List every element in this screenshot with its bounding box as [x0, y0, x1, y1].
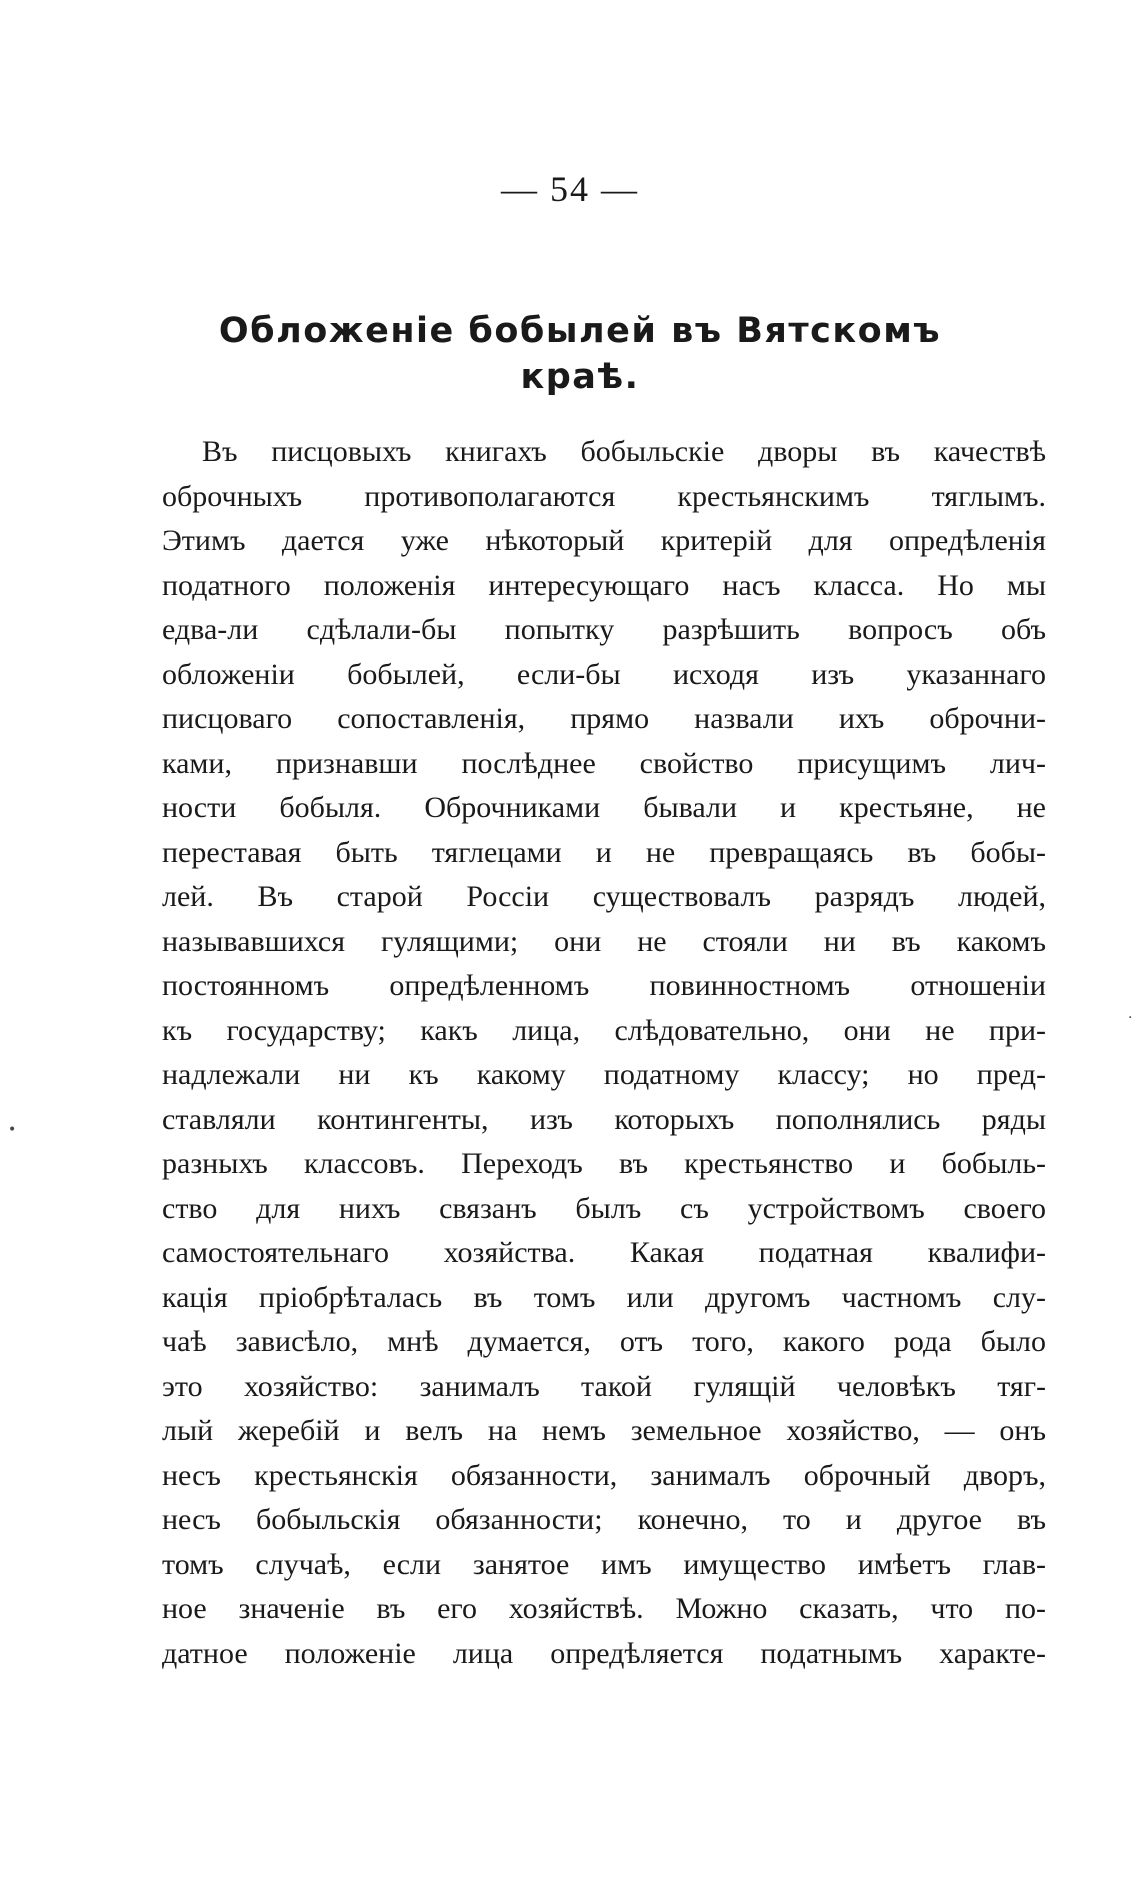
body-paragraph: [162, 430, 1046, 1676]
text-line: податного положенія интересующаго насъ класса. Но мы: [162, 568, 1046, 602]
text-line: разныхъ классовъ. Переходъ въ крестьянство и бобыль-: [162, 1147, 1046, 1180]
text-line: лей. Въ старой Россіи существовалъ разрядъ людей,: [162, 880, 1046, 913]
heading-line: Обложеніе бобылей въ Вятскомъ: [218, 311, 942, 351]
text-line: томъ случаѣ, если занятое имъ имущество имѣетъ глав-: [162, 1547, 1046, 1581]
scan-speck-mark: ·: [1128, 1010, 1133, 1026]
page-number: — 54 —: [501, 169, 639, 209]
text-line: къ государству; какъ лица, слѣдовательно, они не при-: [162, 1013, 1046, 1047]
text-line: ками, признавши послѣднее свойство присущимъ лич-: [162, 746, 1046, 780]
text-line: лый жеребій и велъ на немъ земельное хозяйство, — онъ: [162, 1414, 1046, 1447]
text-line: надлежали ни къ какому податному классу; но пред-: [162, 1058, 1046, 1091]
text-line: едва-ли сдѣлали-бы попытку разрѣшить вопросъ объ: [162, 613, 1046, 646]
chapter-heading: [160, 308, 1000, 400]
scan-speck-mark: •: [8, 1122, 17, 1138]
text-line: датное положеніе лица опредѣляется податнымъ характе-: [162, 1636, 1046, 1670]
text-line: оброчныхъ противополагаются крестьянскимъ тяглымъ.: [162, 479, 1046, 513]
text-line: постоянномъ опредѣленномъ повинностномъ отношеніи: [162, 969, 1046, 1002]
text-line: переставая быть тяглецами и не превращаясь въ бобы-: [162, 835, 1046, 869]
text-line: несъ бобыльскія обязанности; конечно, то и другое въ: [162, 1503, 1046, 1536]
heading-line: краѣ.: [520, 357, 640, 397]
text-line: Этимъ дается уже нѣкоторый критерій для опредѣленія: [162, 524, 1046, 557]
text-line: ное значеніе въ его хозяйствѣ. Можно сказать, что по-: [162, 1592, 1046, 1625]
text-line: называвшихся гулящими; они не стояли ни въ какомъ: [162, 924, 1046, 958]
text-line: ство для нихъ связанъ былъ съ устройствомъ своего: [162, 1191, 1046, 1225]
text-line: ности бобыля. Оброчниками бывали и крестьяне, не: [162, 791, 1046, 824]
text-line: обложеніи бобылей, если-бы исходя изъ указаннаго: [162, 657, 1046, 691]
text-line: чаѣ зависѣло, мнѣ думается, отъ того, какого рода было: [162, 1325, 1046, 1358]
text-line: самостоятельнаго хозяйства. Какая податная квалифи-: [162, 1236, 1046, 1269]
text-line: кація пріобрѣталась въ томъ или другомъ частномъ слу-: [162, 1280, 1046, 1314]
text-line: несъ крестьянскія обязанности, занималъ оброчный дворъ,: [162, 1458, 1046, 1492]
text-line: писцоваго сопоставленія, прямо назвали ихъ оброчни-: [162, 702, 1046, 735]
text-line: ставляли контингенты, изъ которыхъ пополнялись ряды: [162, 1102, 1046, 1136]
text-line: это хозяйство: занималъ такой гулящій человѣкъ тяг-: [162, 1369, 1046, 1403]
text-line: Въ писцовыхъ книгахъ бобыльскіе дворы въ качествѣ: [202, 435, 1046, 468]
